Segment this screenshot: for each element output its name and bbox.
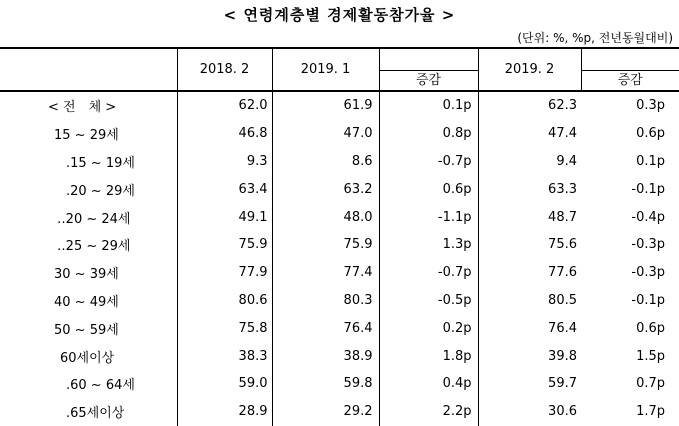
- table-cell: -0.7p: [379, 148, 478, 176]
- row-label: .20 ~ 29세: [0, 175, 177, 203]
- table-row: [0, 175, 679, 203]
- table-cell: 63.3: [478, 175, 581, 203]
- table-cell: 0.2p: [379, 314, 478, 342]
- header-change-2-label: 증감: [582, 70, 679, 90]
- participation-rate-table: [0, 47, 679, 426]
- table-cell: 29.2: [272, 398, 379, 426]
- header-2019-2: 2019. 2: [478, 48, 581, 91]
- table-cell: 76.4: [272, 314, 379, 342]
- table-row: [0, 148, 679, 176]
- table-cell: 77.6: [478, 259, 581, 287]
- table-cell: -0.3p: [581, 259, 679, 287]
- table-cell: -0.7p: [379, 259, 478, 287]
- table-cell: 46.8: [177, 120, 272, 148]
- table-cell: 2.2p: [379, 398, 478, 426]
- header-change-1: [379, 48, 478, 91]
- table-row: [0, 231, 679, 259]
- table-cell: 75.6: [478, 231, 581, 259]
- table-cell: 0.3p: [581, 91, 679, 120]
- row-label: .60 ~ 64세: [0, 370, 177, 398]
- table-cell: 1.7p: [581, 398, 679, 426]
- row-label: 15 ~ 29세: [0, 120, 177, 148]
- table-cell: 48.0: [272, 203, 379, 231]
- row-label: ‥25 ~ 29세: [0, 231, 177, 259]
- table-cell: 59.0: [177, 370, 272, 398]
- header-change-1-label: 증감: [380, 70, 478, 90]
- header-label-cell: [0, 48, 177, 91]
- unit-note: (단위: %, %p, 전년동월대비): [517, 29, 673, 46]
- table-cell: 30.6: [478, 398, 581, 426]
- table-cell: 39.8: [478, 342, 581, 370]
- table-cell: 61.9: [272, 91, 379, 120]
- table-title: < 연령계층별 경제활동참가율 >: [0, 4, 679, 25]
- header-row: [0, 48, 679, 91]
- row-label: .15 ~ 19세: [0, 148, 177, 176]
- table-row: [0, 259, 679, 287]
- table-cell: 63.2: [272, 175, 379, 203]
- table-cell: 63.4: [177, 175, 272, 203]
- table-cell: 62.0: [177, 91, 272, 120]
- row-label: .65세이상: [0, 398, 177, 426]
- table-cell: -1.1p: [379, 203, 478, 231]
- table-cell: 59.7: [478, 370, 581, 398]
- table-row: [0, 342, 679, 370]
- table-cell: 75.8: [177, 314, 272, 342]
- table-row: [0, 314, 679, 342]
- table-cell: 75.9: [272, 231, 379, 259]
- table-cell: 0.1p: [379, 91, 478, 120]
- table-cell: -0.3p: [581, 231, 679, 259]
- table-cell: 0.6p: [581, 314, 679, 342]
- table-cell: -0.1p: [581, 287, 679, 315]
- table-cell: 0.1p: [581, 148, 679, 176]
- row-label: 40 ~ 49세: [0, 287, 177, 315]
- header-2018-2: 2018. 2: [177, 48, 272, 91]
- row-label: ‥20 ~ 24세: [0, 203, 177, 231]
- table-row: [0, 203, 679, 231]
- table-cell: 0.8p: [379, 120, 478, 148]
- table-cell: -0.5p: [379, 287, 478, 315]
- table-cell: 75.9: [177, 231, 272, 259]
- table-row: [0, 370, 679, 398]
- table-cell: 0.4p: [379, 370, 478, 398]
- table-cell: 0.6p: [581, 120, 679, 148]
- table-row: [0, 120, 679, 148]
- table-cell: 49.1: [177, 203, 272, 231]
- table-cell: 9.3: [177, 148, 272, 176]
- header-change-2: [581, 48, 679, 91]
- table-cell: 0.7p: [581, 370, 679, 398]
- table-cell: 76.4: [478, 314, 581, 342]
- table-cell: 59.8: [272, 370, 379, 398]
- row-label: < 전 체 >: [0, 91, 177, 120]
- row-label: 50 ~ 59세: [0, 314, 177, 342]
- table-cell: 77.4: [272, 259, 379, 287]
- table-cell: -0.1p: [581, 175, 679, 203]
- table-cell: 9.4: [478, 148, 581, 176]
- table-cell: 62.3: [478, 91, 581, 120]
- row-label: 30 ~ 39세: [0, 259, 177, 287]
- table-row: [0, 287, 679, 315]
- table-cell: 80.5: [478, 287, 581, 315]
- table-row: [0, 91, 679, 120]
- header-2019-1: 2019. 1: [272, 48, 379, 91]
- table-cell: 38.3: [177, 342, 272, 370]
- table-cell: 1.8p: [379, 342, 478, 370]
- table-cell: 28.9: [177, 398, 272, 426]
- row-label: 60세이상: [0, 342, 177, 370]
- table-cell: 80.6: [177, 287, 272, 315]
- table-cell: 47.4: [478, 120, 581, 148]
- table-cell: 38.9: [272, 342, 379, 370]
- table-cell: 0.6p: [379, 175, 478, 203]
- table-cell: 8.6: [272, 148, 379, 176]
- table-cell: 77.9: [177, 259, 272, 287]
- table-cell: 47.0: [272, 120, 379, 148]
- table-row: [0, 398, 679, 426]
- table-cell: -0.4p: [581, 203, 679, 231]
- table-cell: 1.3p: [379, 231, 478, 259]
- table-cell: 1.5p: [581, 342, 679, 370]
- table-cell: 48.7: [478, 203, 581, 231]
- table-cell: 80.3: [272, 287, 379, 315]
